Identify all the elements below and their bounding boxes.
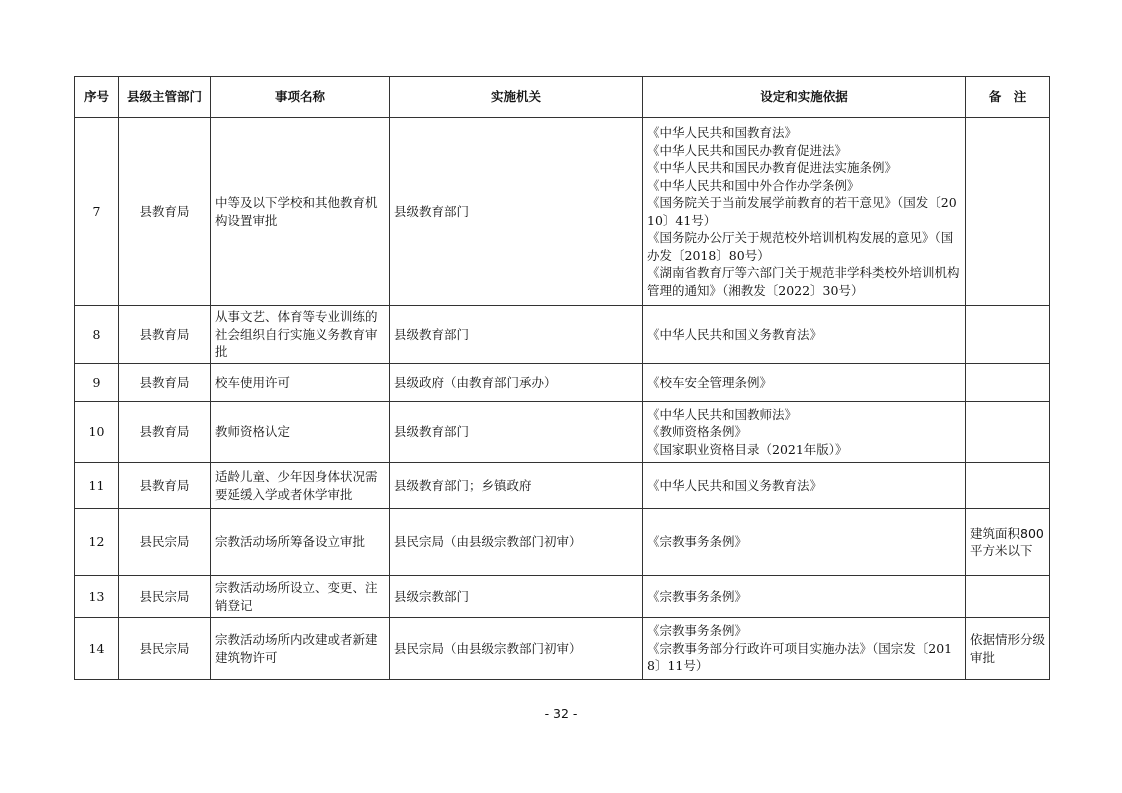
row-remark (966, 306, 1050, 364)
row-legal-basis (643, 463, 966, 509)
table-row (75, 576, 1050, 618)
basis-line: 《教师资格条例》 (647, 424, 748, 440)
row-authority: 县级宗教部门 (390, 576, 643, 618)
basis-line: 《中华人民共和国中外合作办学条例》 (647, 177, 860, 193)
row-serial-number: 12 (75, 509, 119, 576)
page-number: - 32 - (544, 706, 578, 721)
row-serial-number: 8 (75, 306, 119, 364)
header-county-department: 县级主管部门 (119, 77, 211, 118)
row-remark (966, 402, 1050, 463)
row-department: 县民宗局 (119, 576, 211, 618)
row-item-name: 宗教活动场所内改建或者新建建筑物许可 (211, 618, 390, 680)
basis-line: 《湖南省教育厅等六部门关于规范非学科类校外培训机构管理的通知》（湘教发〔2022〕30号） (647, 265, 960, 298)
header-serial-number: 序号 (75, 77, 119, 118)
row-authority: 县民宗局（由县级宗教部门初审） (390, 618, 643, 680)
row-remark (966, 364, 1050, 402)
table-row (75, 118, 1050, 306)
header-legal-basis: 设定和实施依据 (643, 77, 966, 118)
row-department: 县教育局 (119, 402, 211, 463)
row-remark: 建筑面积800平方米以下 (966, 509, 1050, 576)
basis-line: 《宗教事务条例》 (647, 534, 748, 550)
row-department: 县民宗局 (119, 618, 211, 680)
row-legal-basis (643, 576, 966, 618)
header-implementing-authority: 实施机关 (390, 77, 643, 118)
row-department: 县教育局 (119, 364, 211, 402)
table-row (75, 306, 1050, 364)
row-legal-basis (643, 364, 966, 402)
basis-line: 《宗教事务条例》 (647, 623, 748, 639)
row-remark (966, 463, 1050, 509)
row-item-name: 适龄儿童、少年因身体状况需要延缓入学或者休学审批 (211, 463, 390, 509)
row-legal-basis (643, 118, 966, 306)
table-row (75, 509, 1050, 576)
row-serial-number: 14 (75, 618, 119, 680)
header-remarks: 备 注 (966, 77, 1050, 118)
row-item-name: 宗教活动场所筹备设立审批 (211, 509, 390, 576)
row-authority: 县民宗局（由县级宗教部门初审） (390, 509, 643, 576)
basis-line: 《宗教事务条例》 (647, 588, 748, 604)
row-item-name: 中等及以下学校和其他教育机构设置审批 (211, 118, 390, 306)
row-authority: 县级教育部门 (390, 306, 643, 364)
row-legal-basis (643, 402, 966, 463)
row-serial-number: 11 (75, 463, 119, 509)
row-remark: 依据情形分级审批 (966, 618, 1050, 680)
basis-line: 《中华人民共和国义务教育法》 (647, 326, 823, 342)
row-authority: 县级教育部门；乡镇政府 (390, 463, 643, 509)
row-remark (966, 576, 1050, 618)
row-item-name: 从事文艺、体育等专业训练的社会组织自行实施义务教育审批 (211, 306, 390, 364)
row-department: 县教育局 (119, 306, 211, 364)
row-authority: 县级政府（由教育部门承办） (390, 364, 643, 402)
basis-line: 《国务院办公厅关于规范校外培训机构发展的意见》（国办发〔2018〕80号） (647, 230, 954, 263)
basis-line: 《中华人民共和国教师法》 (647, 406, 798, 422)
row-serial-number: 9 (75, 364, 119, 402)
basis-line: 《国务院关于当前发展学前教育的若干意见》（国发〔2010〕41号） (647, 195, 957, 228)
row-authority: 县级教育部门 (390, 402, 643, 463)
table-header-row (75, 77, 1050, 118)
basis-line: 《中华人民共和国义务教育法》 (647, 477, 823, 493)
row-serial-number: 10 (75, 402, 119, 463)
header-item-name: 事项名称 (211, 77, 390, 118)
basis-line: 《校车安全管理条例》 (647, 374, 773, 390)
row-item-name: 教师资格认定 (211, 402, 390, 463)
row-department: 县教育局 (119, 463, 211, 509)
row-item-name: 校车使用许可 (211, 364, 390, 402)
table-row (75, 463, 1050, 509)
table-row (75, 364, 1050, 402)
row-legal-basis (643, 306, 966, 364)
row-legal-basis (643, 618, 966, 680)
row-serial-number: 13 (75, 576, 119, 618)
row-legal-basis (643, 509, 966, 576)
row-item-name: 宗教活动场所设立、变更、注销登记 (211, 576, 390, 618)
row-remark (966, 118, 1050, 306)
table-row (75, 618, 1050, 680)
basis-line: 《中华人民共和国教育法》 (647, 125, 798, 140)
table-row (75, 402, 1050, 463)
row-authority: 县级教育部门 (390, 118, 643, 306)
basis-line: 《国家职业资格目录（2021年版）》 (647, 441, 848, 457)
permit-items-table (74, 76, 1050, 680)
row-department: 县民宗局 (119, 509, 211, 576)
basis-line: 《中华人民共和国民办教育促进法实施条例》 (647, 160, 898, 175)
basis-line: 《中华人民共和国民办教育促进法》 (647, 142, 848, 158)
basis-line: 《宗教事务部分行政许可项目实施办法》（国宗发〔2018〕11号） (647, 640, 953, 674)
row-serial-number: 7 (75, 118, 119, 306)
row-department: 县教育局 (119, 118, 211, 306)
